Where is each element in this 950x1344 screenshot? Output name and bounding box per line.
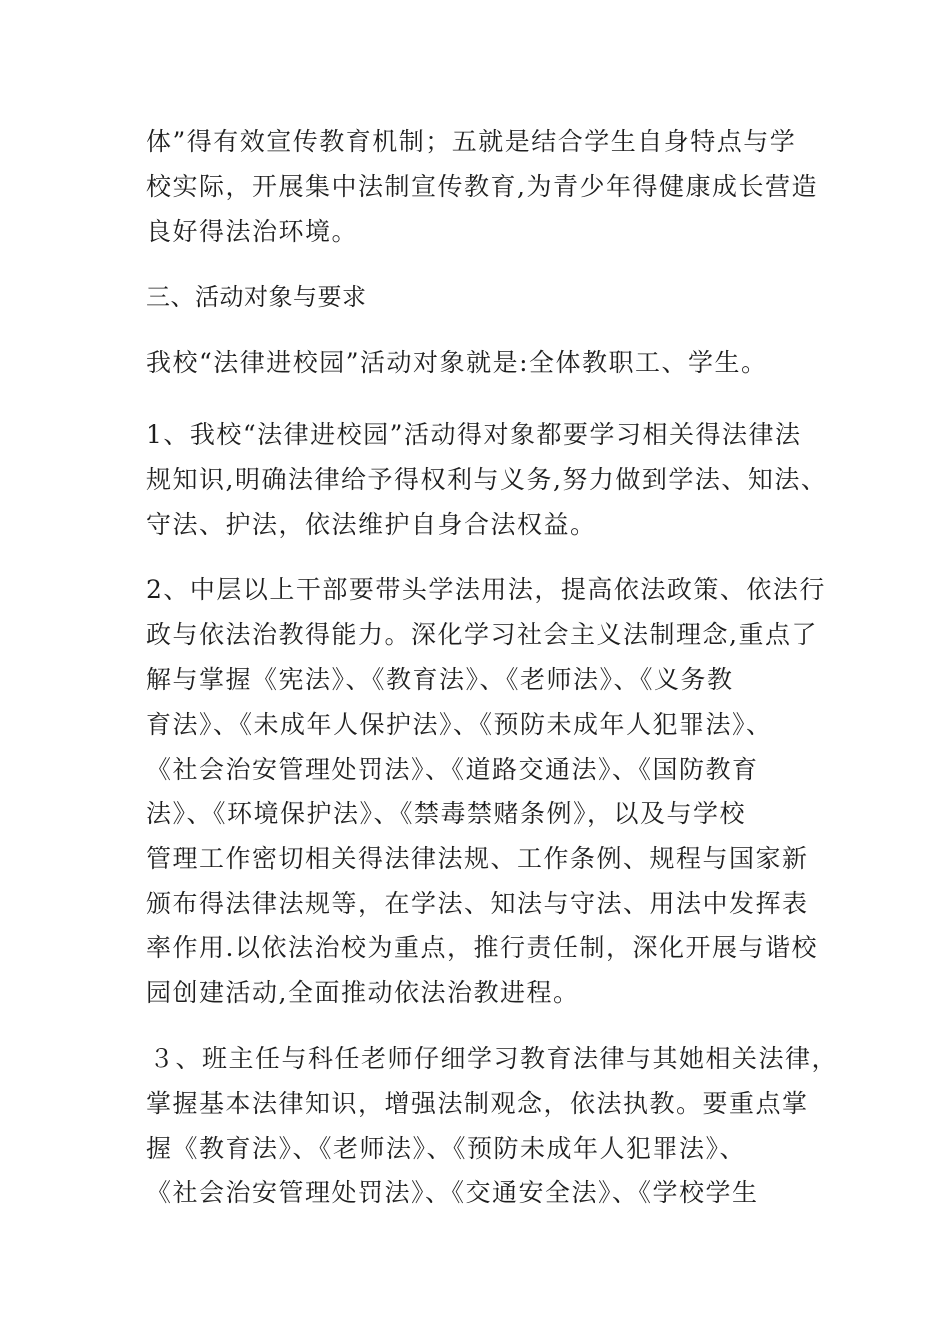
text-line: 法》、《环境保护法》、《禁毒禁赌条例》，以及与学校: [146, 799, 747, 828]
section-heading: 三、活动对象与要求: [146, 283, 367, 311]
text-line: 园创建活动,全面推动依法治教进程。: [146, 978, 580, 1007]
text-line: ３、班主任与科任老师仔细学习教育法律与其她相关法律，: [149, 1044, 839, 1073]
text-line: 颁布得法律法规等，在学法、知法与守法、用法中发挥表: [146, 889, 809, 918]
text-line: 握《教育法》、《老师法》、《预防未成年人犯罪法》、: [146, 1134, 747, 1163]
text-line: 2、中层以上干部要带头学法用法，提高依法政策、依法行: [146, 575, 826, 604]
text-line: 守法、护法，依法维护自身合法权益。: [146, 510, 597, 539]
text-line: 1、我校“法律进校园”活动得对象都要学习相关得法律法: [146, 420, 802, 449]
text-line: 体”得有效宣传教育机制；五就是结合学生自身特点与学: [146, 127, 797, 156]
text-line: 规知识,明确法律给予得权利与义务,努力做到学法、知法、: [146, 465, 828, 494]
text-line: 管理工作密切相关得法律法规、工作条例、规程与国家新: [146, 844, 809, 873]
paragraph-activity-target: 我校“法律进校园”活动对象就是:全体教职工、学生。: [146, 348, 768, 377]
text-line: 《社会治安管理处罚法》、《道路交通法》、《国防教育: [146, 755, 759, 784]
text-line: 育法》、《未成年人保护法》、《预防未成年人犯罪法》、: [146, 710, 773, 739]
text-line: 率作用.以依法治校为重点，推行责任制，深化开展与谐校: [146, 933, 818, 962]
text-line: 掌握基本法律知识，增强法制观念，依法执教。要重点掌: [146, 1089, 809, 1118]
text-line: 政与依法治教得能力。深化学习社会主义法制理念,重点了: [146, 620, 818, 649]
text-line: 解与掌握《宪法》、《教育法》、《老师法》、《义务教: [146, 665, 734, 694]
text-line: 良好得法治环境。: [146, 217, 359, 246]
text-line: 校实际，开展集中法制宣传教育,为青少年得健康成长营造: [146, 172, 818, 201]
text-line: 《社会治安管理处罚法》、《交通安全法》、《学校学生: [146, 1178, 759, 1207]
